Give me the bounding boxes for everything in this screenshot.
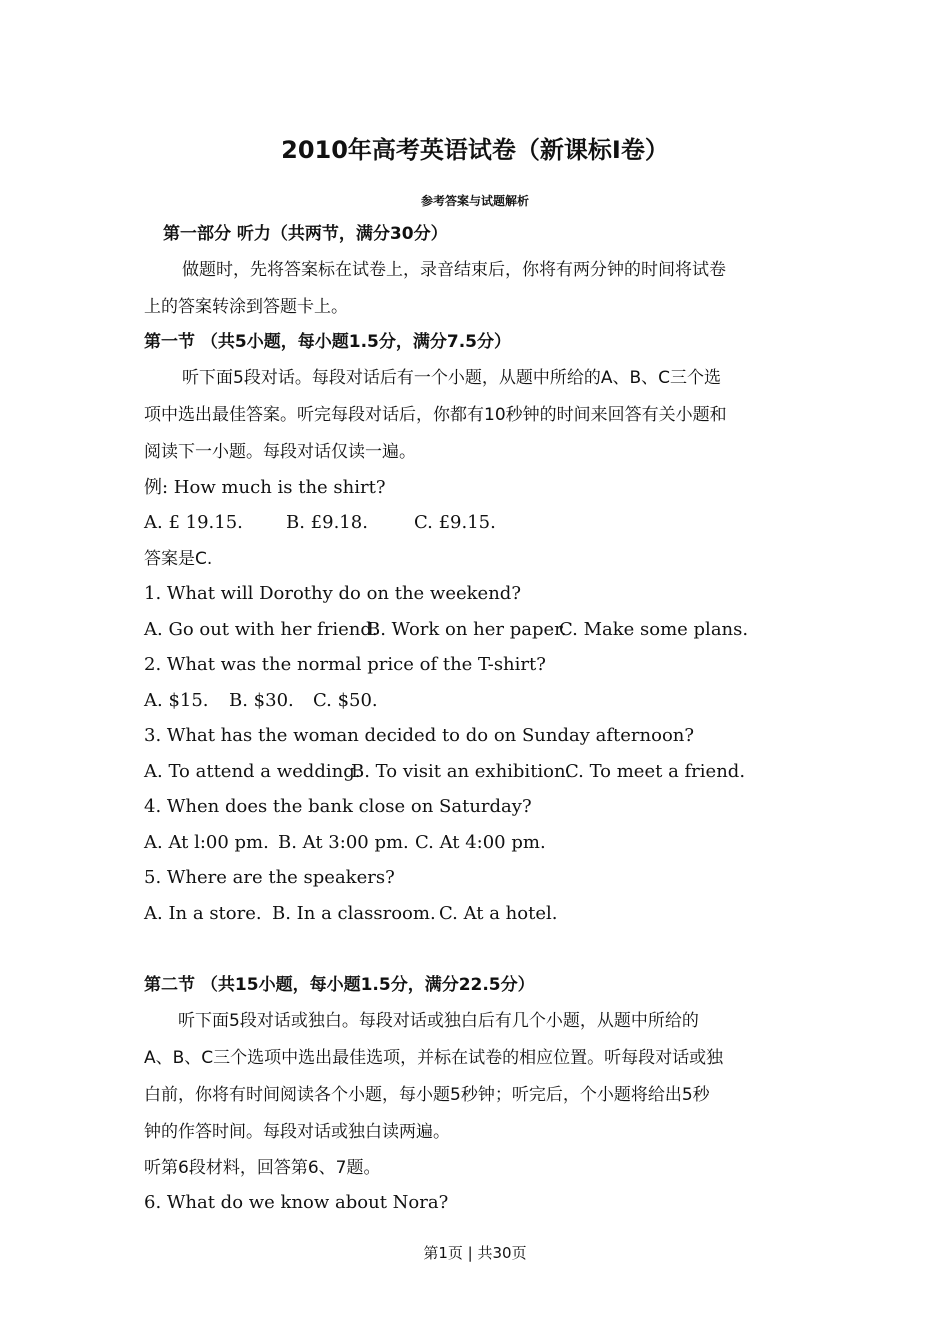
section2-intro-line-4: 钟的作答时间。每段对话或独白读两遍。 bbox=[144, 1122, 450, 1142]
section2-intro-line-2: A、B、C三个选项中选出最佳选项，并标在试卷的相应位置。听每段对话或独 bbox=[144, 1048, 724, 1068]
example-option-b: B. £9.18. bbox=[286, 512, 368, 533]
q1-option-c: C. Make some plans. bbox=[559, 619, 749, 640]
material-instruction: 听第6段材料，回答第6、7题。 bbox=[144, 1158, 381, 1178]
question-2: 2. What was the normal price of the T-shirt? bbox=[144, 654, 546, 675]
question-2-options bbox=[144, 689, 378, 713]
q5-option-b: B. In a classroom. bbox=[272, 903, 436, 924]
section2-intro-line-3: 白前，你将有时间阅读各个小题，每小题5秒钟；听完后，个小题将给出5秒 bbox=[144, 1085, 710, 1105]
page-subtitle: 参考答案与试题解析 bbox=[420, 194, 529, 208]
question-4: 4. When does the bank close on Saturday? bbox=[144, 796, 532, 817]
part1-intro-line-2: 上的答案转涂到答题卡上。 bbox=[144, 297, 348, 317]
question-4-options bbox=[144, 831, 546, 855]
page-footer: 第1页 | 共30页 bbox=[423, 1244, 527, 1262]
example-options bbox=[144, 511, 496, 535]
question-3: 3. What has the woman decided to do on Sunday afternoon? bbox=[144, 725, 695, 746]
section1-intro-line-1: 听下面5段对话。每段对话后有一个小题，从题中所给的A、B、C三个选 bbox=[182, 368, 721, 388]
q5-option-a: A. In a store. bbox=[144, 903, 262, 924]
section1-intro-line-2: 项中选出最佳答案。听完每段对话后，你都有10秒钟的时间来回答有关小题和 bbox=[144, 405, 727, 425]
section1-heading: 第一节 （共5小题，每小题1.5分，满分7.5分） bbox=[144, 332, 511, 352]
q4-option-b: B. At 3:00 pm. bbox=[278, 832, 409, 853]
example-option-c: C. £9.15. bbox=[414, 512, 496, 533]
part1-heading: 第一部分 听力（共两节，满分30分） bbox=[163, 224, 448, 244]
q3-option-a: A. To attend a wedding. bbox=[144, 761, 361, 782]
q4-option-c: C. At 4:00 pm. bbox=[415, 832, 546, 853]
q1-option-b: B. Work on her paper. bbox=[367, 619, 567, 640]
q2-option-a: A. $15. bbox=[144, 690, 209, 711]
q3-option-b: B. To visit an exhibition. bbox=[351, 761, 572, 782]
q4-option-a: A. At l:00 pm. bbox=[144, 832, 269, 853]
q5-option-c: C. At a hotel. bbox=[439, 903, 558, 924]
question-5-options bbox=[144, 902, 557, 926]
section1-intro-line-3: 阅读下一小题。每段对话仅读一遍。 bbox=[144, 442, 416, 462]
example-option-a: A. £ 19.15. bbox=[144, 512, 243, 533]
part1-intro-line-1: 做题时，先将答案标在试卷上，录音结束后，你将有两分钟的时间将试卷 bbox=[182, 260, 726, 280]
q2-option-b: B. $30. bbox=[229, 690, 294, 711]
question-6: 6. What do we know about Nora? bbox=[144, 1192, 449, 1213]
q2-option-c: C. $50. bbox=[313, 690, 378, 711]
question-1-options bbox=[144, 618, 748, 642]
question-5: 5. Where are the speakers? bbox=[144, 867, 395, 888]
example-question: 例: How much is the shirt? bbox=[144, 477, 386, 498]
q3-option-c: C. To meet a friend. bbox=[565, 761, 746, 782]
question-3-options bbox=[144, 760, 745, 784]
page-title: 2010年高考英语试卷（新课标Ⅰ卷） bbox=[281, 136, 669, 164]
section2-heading: 第二节 （共15小题，每小题1.5分，满分22.5分） bbox=[144, 975, 535, 995]
question-1: 1. What will Dorothy do on the weekend? bbox=[144, 583, 521, 604]
q1-option-a: A. Go out with her friend. bbox=[144, 619, 378, 640]
section2-intro-line-1: 听下面5段对话或独白。每段对话或独白后有几个小题，从题中所给的 bbox=[178, 1011, 699, 1031]
example-answer: 答案是C. bbox=[144, 549, 213, 569]
